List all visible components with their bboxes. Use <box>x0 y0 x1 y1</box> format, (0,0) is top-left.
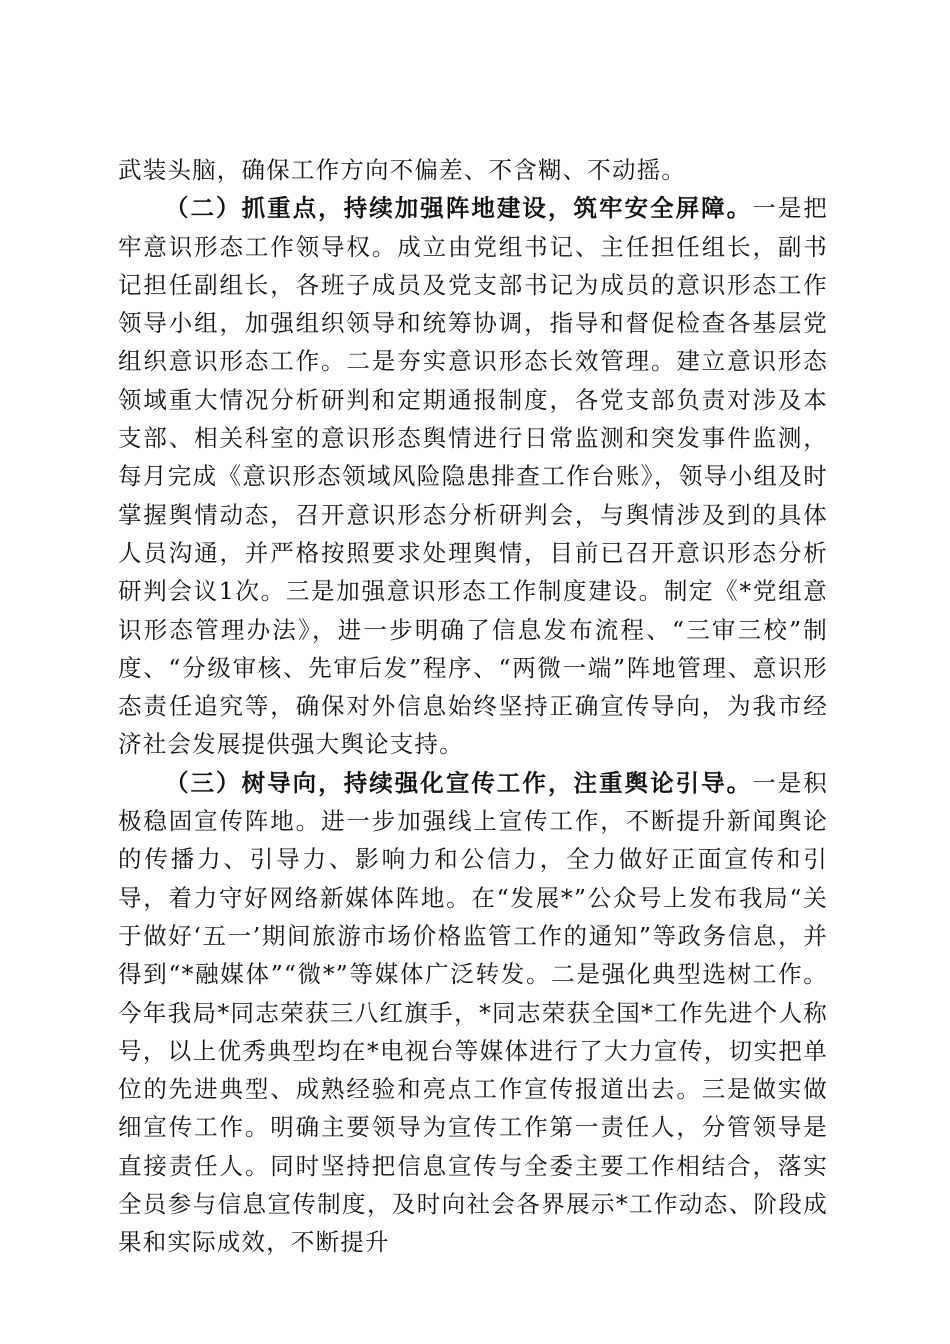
section-heading-three: （三）树导向，持续强化宣传工作，注重舆论引导。 <box>165 768 753 797</box>
paragraph-continuation <box>118 151 828 189</box>
paragraph-section-three <box>118 764 828 1262</box>
paragraph-body: 武装头脑，确保工作方向不偏差、不含糊、不动摇。 <box>118 156 687 184</box>
paragraph-section-two <box>118 189 828 763</box>
paragraph-body: 一是积极稳固宣传阵地。进一步加强线上宣传工作，不断提升新闻舆论的传播力、引导力、影响力和公信力，全力做好正面宣传和引导，着力守好网络新媒体阵地。在“发展*”公众号上发布我局“关于做好‘五一’期间旅游市场价格监管工作的通知”等政务信息，并得到“*融媒体”“微*”等媒体广泛转发。二是强化典型选树工作。今年我局*同志荣获三八红旗手，*同志荣获全国*工作先进个人称号，以上优秀典型均在*电视台等媒体进行了大力宣传，切实把单位的先进典型、成熟经验和亮点工作宣传报道出去。三是做实做细宣传工作。明确主要领导为宣传工作第一责任人，分管领导是直接责任人。同时坚持把信息宣传与全委主要工作相结合，落实全员参与信息宣传制度，及时向社会各界展示*工作动态、阶段成果和实际成效，不断提升 <box>118 768 828 1257</box>
section-heading-two: （二）抓重点，持续加强阵地建设，筑牢安全屏障。 <box>165 194 753 223</box>
document-page <box>118 151 828 1262</box>
paragraph-body: 一是把牢意识形态工作领导权。成立由党组书记、主任担任组长，副书记担任副组长，各班子成员及党支部书记为成员的意识形态工作领导小组，加强组织领导和统筹协调，指导和督促检查各基层党组织意识形态工作。二是夯实意识形态长效管理。建立意识形态领域重大情况分析研判和定期通报制度，各党支部负责对涉及本支部、相关科室的意识形态舆情进行日常监测和突发事件监测，每月完成《意识形态领域风险隐患排查工作台账》，领导小组及时掌握舆情动态，召开意识形态分析研判会，与舆情涉及到的具体人员沟通，并严格按照要求处理舆情，目前已召开意识形态分析研判会议1次。三是加强意识形态工作制度建设。制定《*党组意识形态管理办法》，进一步明确了信息发布流程、“三审三校”制度、“分级审核、先审后发”程序、“两微一端”阵地管理、意识形态责任追究等，确保对外信息始终坚持正确宣传导向，为我市经济社会发展提供强大舆论支持。 <box>118 194 828 759</box>
